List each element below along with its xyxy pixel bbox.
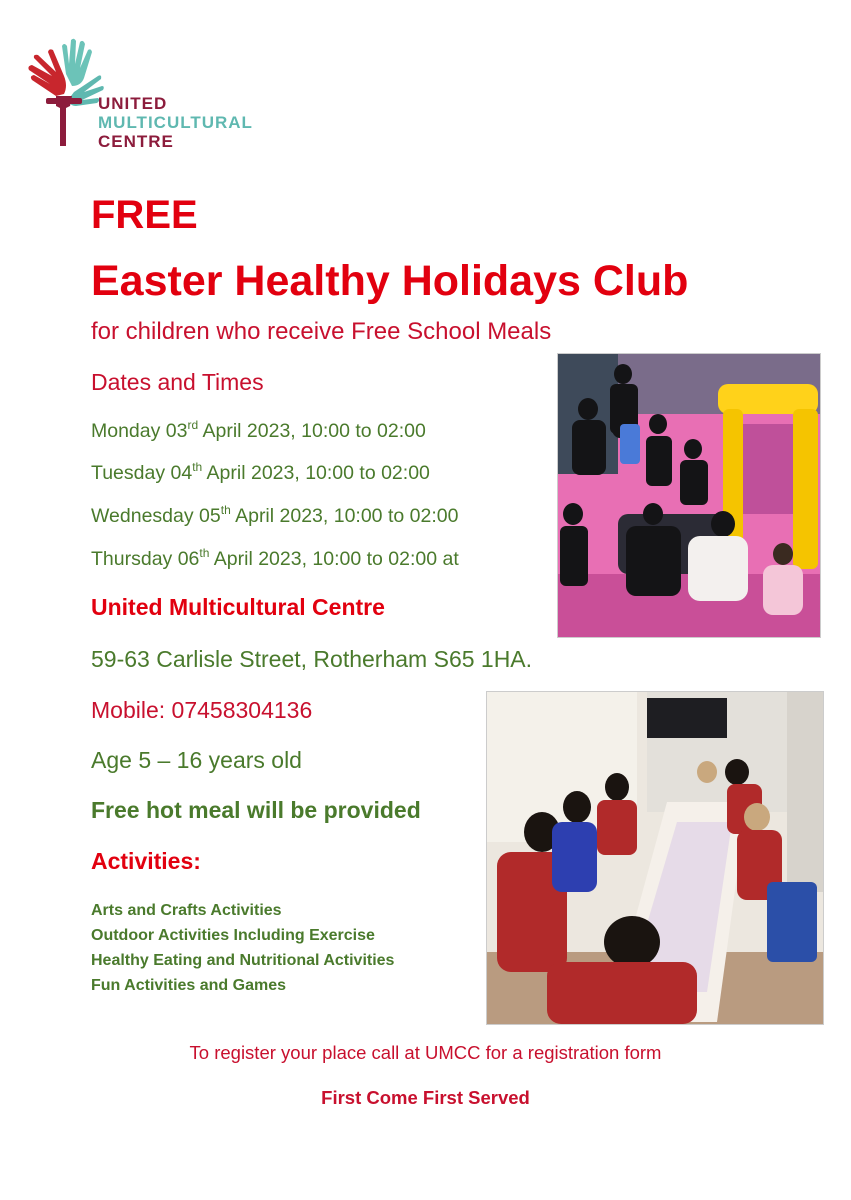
- logo-line-2: MULTICULTURAL: [98, 113, 253, 132]
- list-item: Fun Activities and Games: [91, 977, 287, 994]
- free-heading: FREE: [91, 193, 198, 237]
- date-line: [91, 420, 426, 443]
- register-note: To register your place call at UMCC for a registration form: [189, 1042, 662, 1063]
- soft-play-photo: [557, 353, 821, 638]
- list-item: Outdoor Activities Including Exercise: [91, 927, 375, 944]
- date-rest: April 2023, 10:00 to 02:00: [230, 505, 459, 527]
- date-rest: April 2023, 10:00 to 02:00: [202, 462, 430, 484]
- list-item: Arts and Crafts Activities: [91, 902, 282, 919]
- logo-line-3: CENTRE: [98, 132, 174, 151]
- hands-logo-icon: [26, 36, 106, 151]
- age-range: Age 5 – 16 years old: [91, 747, 302, 773]
- date-suffix: th: [192, 460, 203, 474]
- date-suffix: th: [199, 546, 210, 560]
- date-rest: April 2023, 10:00 to 02:00 at: [209, 548, 459, 570]
- venue-name: United Multicultural Centre: [91, 594, 385, 620]
- meal-note: Free hot meal will be provided: [91, 797, 421, 823]
- date-day: Tuesday 04: [91, 462, 193, 484]
- list-item: Healthy Eating and Nutritional Activities: [91, 952, 395, 969]
- activities-list: [91, 898, 394, 998]
- date-line: [91, 548, 459, 571]
- date-rest: April 2023, 10:00 to 02:00: [198, 420, 426, 442]
- mobile-number: Mobile: 07458304136: [91, 697, 313, 723]
- date-suffix: th: [220, 503, 231, 517]
- venue-address: 59-63 Carlisle Street, Rotherham S65 1HA.: [91, 646, 533, 672]
- dates-heading: Dates and Times: [91, 369, 264, 395]
- logo-text: [98, 94, 253, 151]
- logo-line-1: UNITED: [98, 94, 168, 113]
- date-line: [91, 505, 458, 528]
- first-come-note: First Come First Served: [321, 1087, 530, 1108]
- date-line: [91, 462, 430, 485]
- activities-heading: Activities:: [91, 848, 201, 874]
- date-day: Monday 03: [91, 420, 188, 442]
- page-title: Easter Healthy Holidays Club: [91, 257, 689, 305]
- date-suffix: rd: [187, 418, 199, 432]
- date-day: Thursday 06: [91, 548, 200, 570]
- arts-crafts-photo: [486, 691, 824, 1025]
- subtitle: for children who receive Free School Meals: [91, 318, 552, 345]
- date-day: Wednesday 05: [91, 505, 221, 527]
